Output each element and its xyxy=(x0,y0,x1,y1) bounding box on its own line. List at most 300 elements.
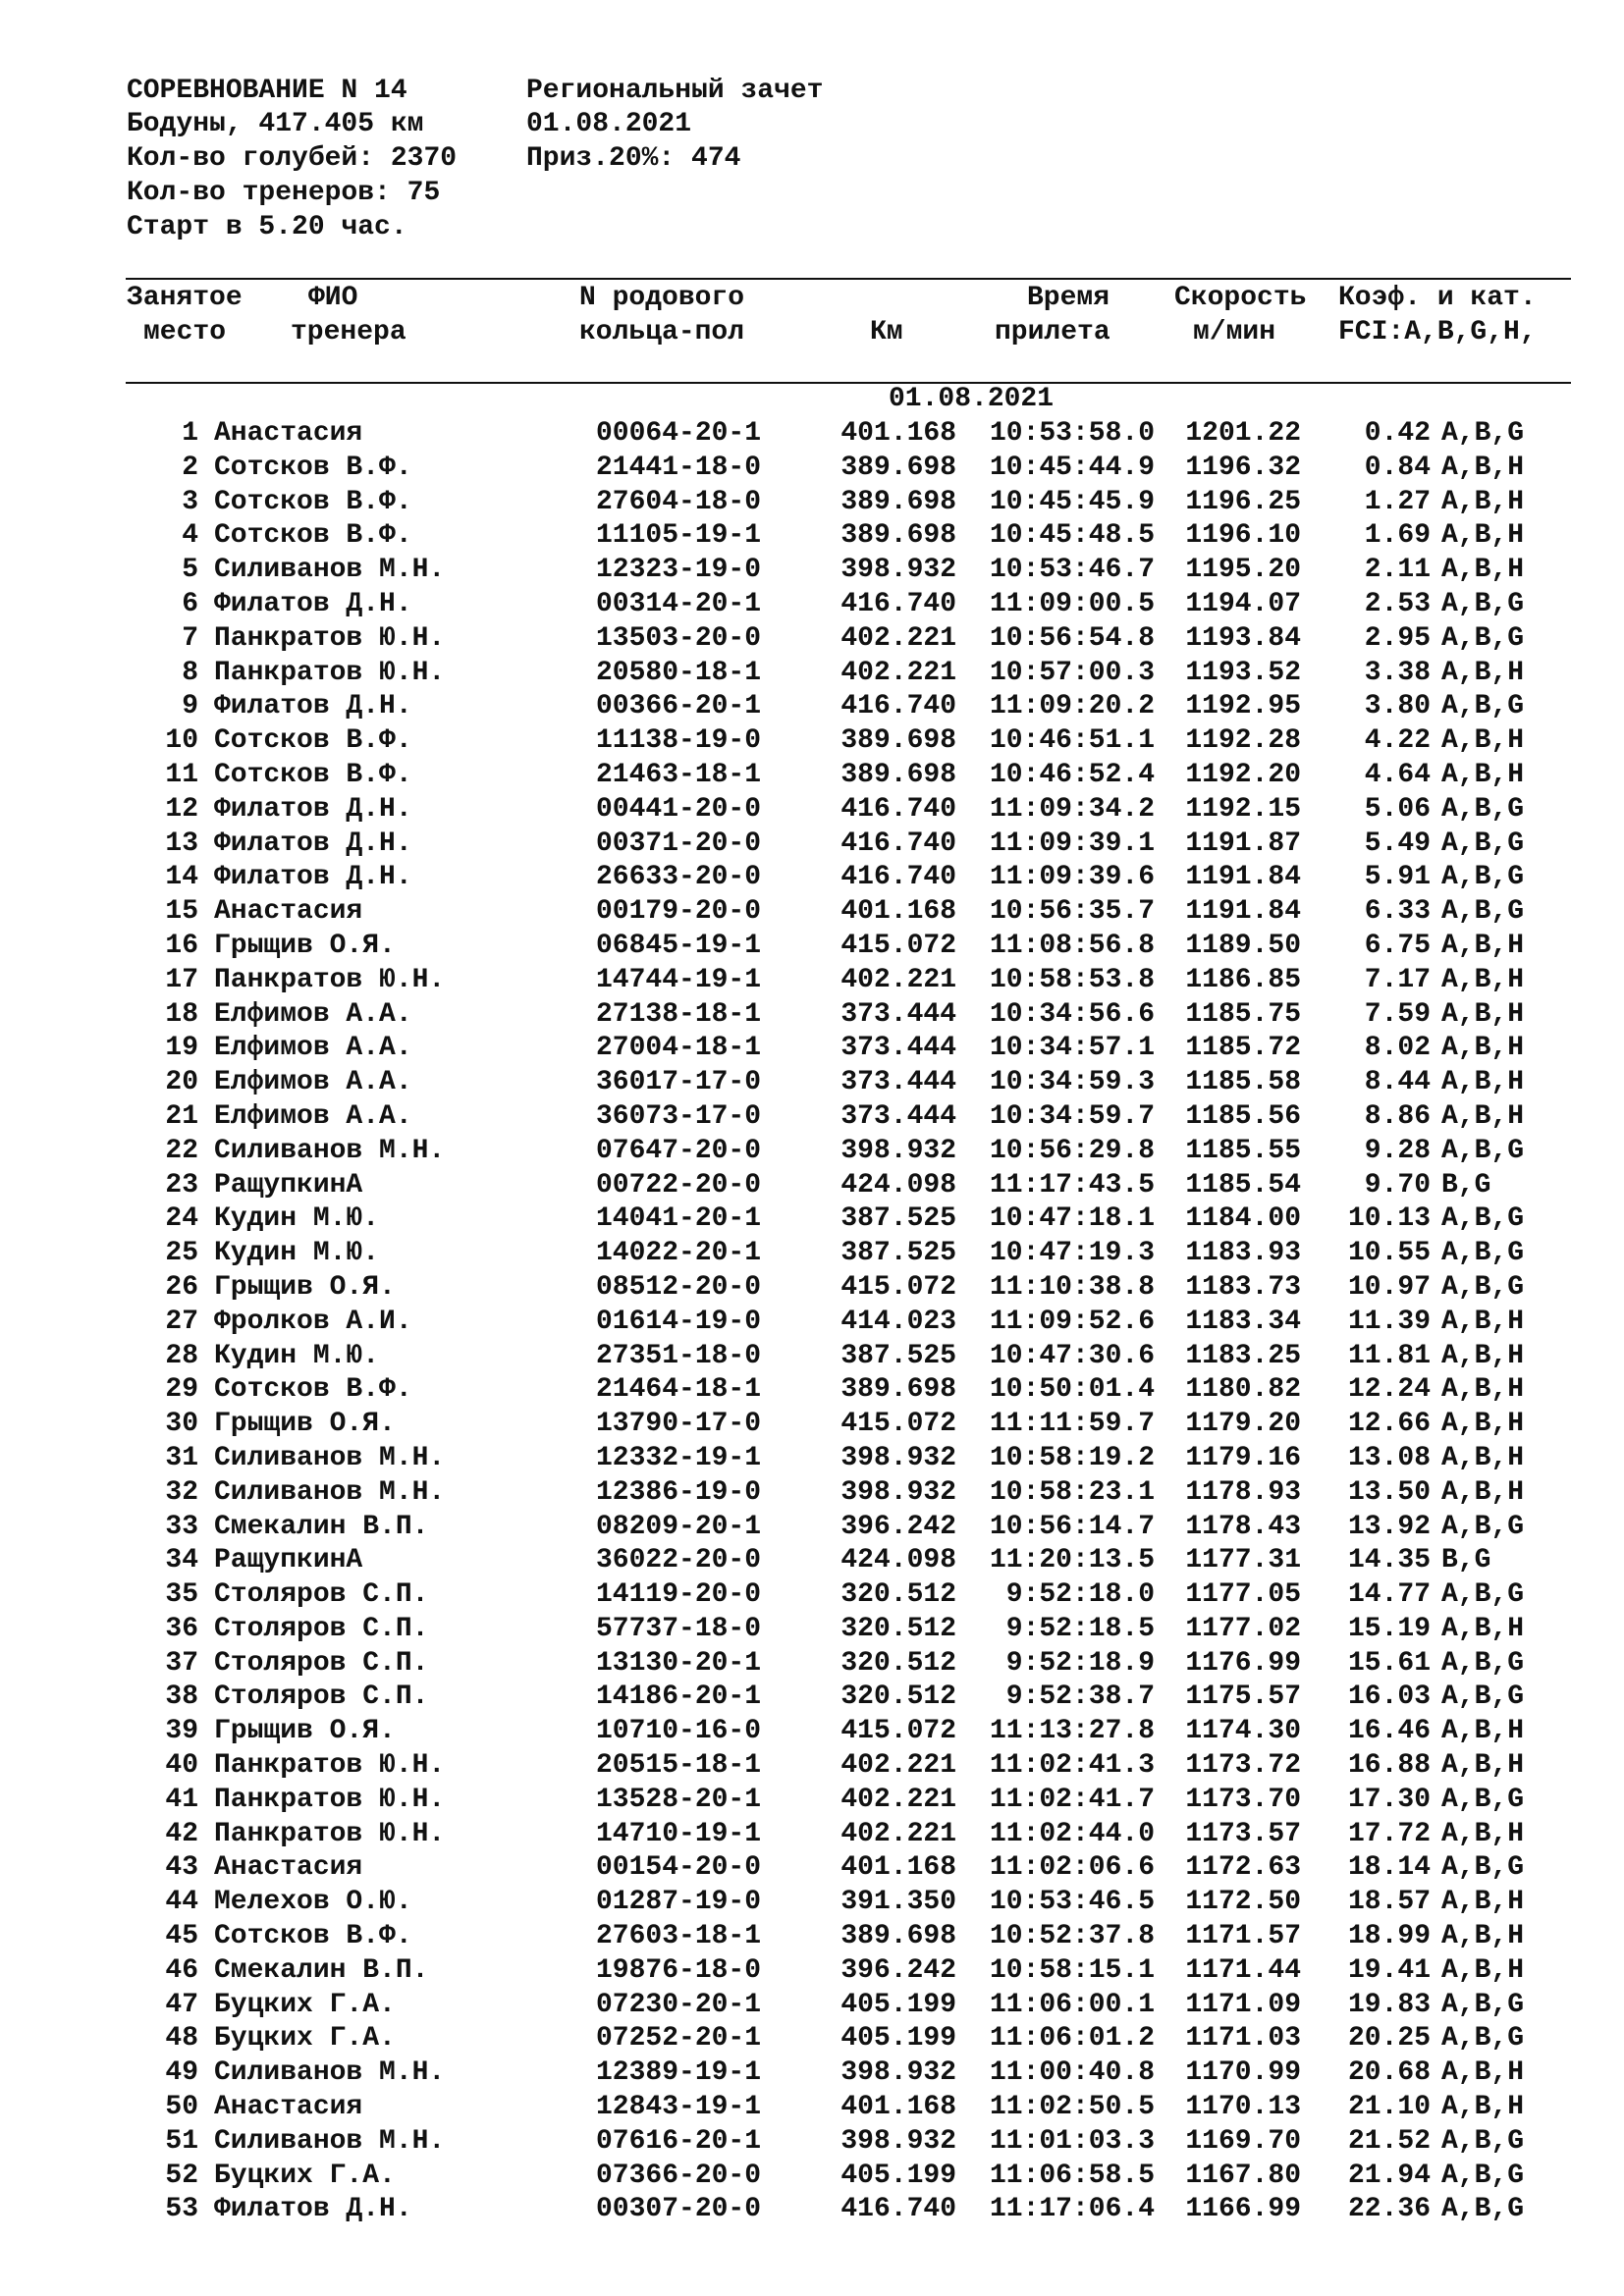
cell-coef: 10.55 xyxy=(1347,1238,1431,1269)
cell-name: Панкратов Ю.Н. xyxy=(214,1750,446,1782)
group-date-row xyxy=(0,383,1624,416)
cell-km: 402.221 xyxy=(840,1818,956,1849)
cell-km: 389.698 xyxy=(840,725,956,757)
cell-cat: A,B,G xyxy=(1441,1647,1525,1679)
cell-ring: 26633-20-0 xyxy=(596,862,762,893)
cell-time: 10:56:54.8 xyxy=(989,622,1155,654)
cell-name: Филатов Д.Н. xyxy=(214,862,412,893)
cell-km: 424.098 xyxy=(840,1169,956,1201)
cell-coef: 11.81 xyxy=(1347,1340,1431,1371)
cell-km: 389.698 xyxy=(840,520,956,552)
cell-cat: A,B,H xyxy=(1441,1921,1525,1952)
col-ring-header-1: N родового xyxy=(579,283,745,313)
table-row xyxy=(0,2022,1624,2056)
cell-speed: 1185.58 xyxy=(1185,1067,1301,1098)
cell-name: Кудин М.Ю. xyxy=(214,1340,380,1371)
cell-name: Столяров С.П. xyxy=(214,1647,429,1679)
cell-ring: 11105-19-1 xyxy=(596,520,762,552)
cell-place: 27 xyxy=(165,1306,198,1337)
table-row xyxy=(0,1886,1624,1920)
cell-cat: A,B,G xyxy=(1441,622,1525,654)
table-row xyxy=(0,1681,1624,1715)
cell-coef: 10.97 xyxy=(1347,1271,1431,1303)
cell-coef: 2.53 xyxy=(1364,588,1431,619)
cell-cat: A,B,H xyxy=(1441,2057,1525,2089)
cell-ring: 21441-18-0 xyxy=(596,452,762,483)
table-row xyxy=(0,964,1624,998)
cell-km: 389.698 xyxy=(840,452,956,483)
cell-place: 18 xyxy=(165,998,198,1030)
cell-km: 373.444 xyxy=(840,998,956,1030)
cell-speed: 1183.34 xyxy=(1185,1306,1301,1337)
cell-name: Кудин М.Ю. xyxy=(214,1203,380,1235)
cell-cat: A,B,H xyxy=(1441,1750,1525,1782)
cell-ring: 36022-20-0 xyxy=(596,1545,762,1576)
cell-ring: 00371-20-0 xyxy=(596,828,762,859)
cell-name: Елфимов А.А. xyxy=(214,998,412,1030)
cell-cat: A,B,H xyxy=(1441,657,1525,688)
cell-coef: 21.52 xyxy=(1347,2125,1431,2157)
col-time-header-2: прилета xyxy=(995,317,1110,347)
cell-speed: 1171.09 xyxy=(1185,1989,1301,2020)
cell-speed: 1183.73 xyxy=(1185,1271,1301,1303)
cell-cat: A,B,G xyxy=(1441,1511,1525,1542)
cell-time: 10:52:37.8 xyxy=(989,1921,1155,1952)
cell-name: Сотсков В.Ф. xyxy=(214,725,412,757)
cell-time: 11:02:06.6 xyxy=(989,1852,1155,1884)
cell-speed: 1169.70 xyxy=(1185,2125,1301,2157)
cell-speed: 1183.25 xyxy=(1185,1340,1301,1371)
cell-cat: A,B,H xyxy=(1441,1887,1525,1918)
cell-ring: 12389-19-1 xyxy=(596,2057,762,2089)
cell-coef: 9.28 xyxy=(1364,1135,1431,1166)
table-row xyxy=(0,1066,1624,1100)
cell-km: 398.932 xyxy=(840,1135,956,1166)
col-name-header-2: тренера xyxy=(291,317,406,347)
cell-ring: 36017-17-0 xyxy=(596,1067,762,1098)
cell-place: 5 xyxy=(182,555,198,586)
cell-coef: 16.46 xyxy=(1347,1716,1431,1747)
cell-coef: 14.77 xyxy=(1347,1579,1431,1611)
cell-time: 10:47:19.3 xyxy=(989,1238,1155,1269)
cell-place: 53 xyxy=(165,2194,198,2225)
cell-speed: 1177.05 xyxy=(1185,1579,1301,1611)
cell-place: 35 xyxy=(165,1579,198,1611)
cell-place: 28 xyxy=(165,1340,198,1371)
start-time: Старт в 5.20 час. xyxy=(127,212,407,242)
cell-cat: A,B,G xyxy=(1441,793,1525,825)
cell-coef: 5.91 xyxy=(1364,862,1431,893)
cell-place: 33 xyxy=(165,1511,198,1542)
cell-ring: 00441-20-0 xyxy=(596,793,762,825)
table-row xyxy=(0,1954,1624,1989)
cell-ring: 01287-19-0 xyxy=(596,1887,762,1918)
cell-coef: 13.08 xyxy=(1347,1442,1431,1473)
table-row xyxy=(0,759,1624,793)
cell-cat: A,B,H xyxy=(1441,964,1525,995)
table-row xyxy=(0,1851,1624,1886)
cell-time: 10:46:51.1 xyxy=(989,725,1155,757)
cell-km: 320.512 xyxy=(840,1579,956,1611)
cell-km: 416.740 xyxy=(840,588,956,619)
cell-speed: 1178.43 xyxy=(1185,1511,1301,1542)
table-row xyxy=(0,2125,1624,2160)
table-row xyxy=(0,657,1624,691)
cell-ring: 07230-20-1 xyxy=(596,1989,762,2020)
cell-name: Сотсков В.Ф. xyxy=(214,1374,412,1406)
cell-time: 11:02:41.7 xyxy=(989,1784,1155,1815)
cell-cat: A,B,G xyxy=(1441,1784,1525,1815)
cell-time: 10:50:01.4 xyxy=(989,1374,1155,1406)
cell-name: Столяров С.П. xyxy=(214,1682,429,1713)
cell-cat: B,G xyxy=(1441,1545,1491,1576)
cell-coef: 2.11 xyxy=(1364,555,1431,586)
cell-name: Елфимов А.А. xyxy=(214,1033,412,1064)
cell-km: 414.023 xyxy=(840,1306,956,1337)
cell-coef: 8.44 xyxy=(1364,1067,1431,1098)
cell-speed: 1175.57 xyxy=(1185,1682,1301,1713)
cell-ring: 14119-20-0 xyxy=(596,1579,762,1611)
cell-km: 401.168 xyxy=(840,2092,956,2123)
cell-coef: 1.69 xyxy=(1364,520,1431,552)
cell-cat: A,B,H xyxy=(1441,725,1525,757)
cell-name: Елфимов А.А. xyxy=(214,1067,412,1098)
table-row xyxy=(0,1032,1624,1066)
cell-name: Анастасия xyxy=(214,2092,363,2123)
cell-place: 32 xyxy=(165,1476,198,1508)
cell-name: Смекалин В.П. xyxy=(214,1511,429,1542)
cell-cat: A,B,G xyxy=(1441,588,1525,619)
cell-cat: A,B,H xyxy=(1441,1374,1525,1406)
competition-date: 01.08.2021 xyxy=(526,109,692,139)
cell-coef: 10.13 xyxy=(1347,1203,1431,1235)
cell-time: 10:47:30.6 xyxy=(989,1340,1155,1371)
cell-km: 405.199 xyxy=(840,1989,956,2020)
cell-name: Фролков А.И. xyxy=(214,1306,412,1337)
cell-place: 43 xyxy=(165,1852,198,1884)
cell-speed: 1171.03 xyxy=(1185,2023,1301,2055)
cell-time: 9:52:38.7 xyxy=(1005,1682,1155,1713)
cell-km: 389.698 xyxy=(840,1921,956,1952)
cell-place: 30 xyxy=(165,1409,198,1440)
table-row xyxy=(0,1202,1624,1237)
cell-km: 401.168 xyxy=(840,418,956,449)
cell-coef: 19.41 xyxy=(1347,1954,1431,1986)
cell-name: Панкратов Ю.Н. xyxy=(214,622,446,654)
cell-place: 41 xyxy=(165,1784,198,1815)
cell-km: 401.168 xyxy=(840,896,956,928)
table-row xyxy=(0,519,1624,554)
table-row xyxy=(0,1920,1624,1954)
cell-speed: 1177.02 xyxy=(1185,1613,1301,1644)
cell-coef: 8.02 xyxy=(1364,1033,1431,1064)
table-row xyxy=(0,1408,1624,1442)
cell-name: Грыщив О.Я. xyxy=(214,1409,396,1440)
cell-ring: 27004-18-1 xyxy=(596,1033,762,1064)
cell-place: 42 xyxy=(165,1818,198,1849)
cell-name: Елфимов А.А. xyxy=(214,1100,412,1132)
cell-km: 387.525 xyxy=(840,1238,956,1269)
cell-name: Сотсков В.Ф. xyxy=(214,520,412,552)
cell-cat: A,B,G xyxy=(1441,1135,1525,1166)
cell-cat: A,B,G xyxy=(1441,1989,1525,2020)
cell-coef: 6.75 xyxy=(1364,930,1431,961)
table-row xyxy=(0,417,1624,452)
cell-ring: 00154-20-0 xyxy=(596,1852,762,1884)
cell-speed: 1195.20 xyxy=(1185,555,1301,586)
competition-title: СОРЕВНОВАНИЕ N 14 xyxy=(127,76,407,106)
cell-cat: A,B,G xyxy=(1441,2023,1525,2055)
cell-ring: 01614-19-0 xyxy=(596,1306,762,1337)
cell-ring: 07366-20-0 xyxy=(596,2160,762,2191)
cell-coef: 5.06 xyxy=(1364,793,1431,825)
cell-name: Анастасия xyxy=(214,1852,363,1884)
group-date: 01.08.2021 xyxy=(889,384,1055,414)
cell-time: 10:34:56.6 xyxy=(989,998,1155,1030)
cell-speed: 1186.85 xyxy=(1185,964,1301,995)
cell-time: 10:53:58.0 xyxy=(989,418,1155,449)
cell-speed: 1174.30 xyxy=(1185,1716,1301,1747)
cell-place: 26 xyxy=(165,1271,198,1303)
cell-ring: 00307-20-0 xyxy=(596,2194,762,2225)
cell-speed: 1193.84 xyxy=(1185,622,1301,654)
cell-ring: 06845-19-1 xyxy=(596,930,762,961)
col-name-header-1: ФИО xyxy=(308,283,358,313)
cell-coef: 18.14 xyxy=(1347,1852,1431,1884)
cell-speed: 1185.54 xyxy=(1185,1169,1301,1201)
cell-place: 8 xyxy=(182,657,198,688)
cell-time: 10:58:19.2 xyxy=(989,1442,1155,1473)
table-row xyxy=(0,2160,1624,2194)
cell-speed: 1171.44 xyxy=(1185,1954,1301,1986)
cell-place: 36 xyxy=(165,1613,198,1644)
cell-km: 405.199 xyxy=(840,2023,956,2055)
cell-km: 415.072 xyxy=(840,930,956,961)
cell-name: Филатов Д.Н. xyxy=(214,2194,412,2225)
table-row xyxy=(0,452,1624,486)
cell-name: Панкратов Ю.Н. xyxy=(214,1784,446,1815)
cell-time: 10:46:52.4 xyxy=(989,759,1155,790)
cell-time: 11:17:43.5 xyxy=(989,1169,1155,1201)
cell-name: Мелехов О.Ю. xyxy=(214,1887,412,1918)
cell-place: 44 xyxy=(165,1887,198,1918)
cell-time: 10:56:14.7 xyxy=(989,1511,1155,1542)
cell-place: 12 xyxy=(165,793,198,825)
cell-speed: 1178.93 xyxy=(1185,1476,1301,1508)
table-row xyxy=(0,622,1624,657)
cell-km: 391.350 xyxy=(840,1887,956,1918)
cell-place: 15 xyxy=(165,896,198,928)
cell-speed: 1185.72 xyxy=(1185,1033,1301,1064)
cell-place: 31 xyxy=(165,1442,198,1473)
cell-time: 11:06:01.2 xyxy=(989,2023,1155,2055)
cell-ring: 21463-18-1 xyxy=(596,759,762,790)
cell-km: 373.444 xyxy=(840,1033,956,1064)
cell-time: 10:53:46.7 xyxy=(989,555,1155,586)
cell-coef: 3.38 xyxy=(1364,657,1431,688)
table-row xyxy=(0,1613,1624,1647)
cell-coef: 14.35 xyxy=(1347,1545,1431,1576)
table-row xyxy=(0,998,1624,1033)
cell-ring: 20580-18-1 xyxy=(596,657,762,688)
cell-time: 11:02:50.5 xyxy=(989,2092,1155,2123)
cell-speed: 1191.87 xyxy=(1185,828,1301,859)
table-row xyxy=(0,1749,1624,1784)
cell-speed: 1179.16 xyxy=(1185,1442,1301,1473)
cell-ring: 13503-20-0 xyxy=(596,622,762,654)
cell-coef: 15.61 xyxy=(1347,1647,1431,1679)
table-row xyxy=(0,1100,1624,1135)
cell-km: 398.932 xyxy=(840,2057,956,2089)
cell-cat: A,B,H xyxy=(1441,1306,1525,1337)
table-row xyxy=(0,895,1624,930)
cell-km: 416.740 xyxy=(840,828,956,859)
cell-place: 1 xyxy=(182,418,198,449)
cell-km: 401.168 xyxy=(840,1852,956,1884)
cell-ring: 19876-18-0 xyxy=(596,1954,762,1986)
table-row xyxy=(0,1271,1624,1306)
cell-name: Силиванов М.Н. xyxy=(214,1135,446,1166)
cell-name: Силиванов М.Н. xyxy=(214,1476,446,1508)
cell-cat: A,B,G xyxy=(1441,1579,1525,1611)
cell-speed: 1196.25 xyxy=(1185,486,1301,517)
pigeon-count: Кол-во голубей: 2370 xyxy=(127,143,458,174)
table-row xyxy=(0,1578,1624,1613)
col-coef-header-1: Коэф. и кат. xyxy=(1338,283,1537,313)
table-top-rule xyxy=(126,278,1571,280)
cell-name: Силиванов М.Н. xyxy=(214,555,446,586)
cell-name: Филатов Д.Н. xyxy=(214,793,412,825)
cell-place: 9 xyxy=(182,691,198,722)
cell-name: Грыщив О.Я. xyxy=(214,1716,396,1747)
cell-ring: 07647-20-0 xyxy=(596,1135,762,1166)
cell-ring: 08209-20-1 xyxy=(596,1511,762,1542)
col-km-header: Км xyxy=(870,317,903,347)
cell-speed: 1191.84 xyxy=(1185,862,1301,893)
cell-place: 20 xyxy=(165,1067,198,1098)
cell-coef: 12.66 xyxy=(1347,1409,1431,1440)
cell-km: 398.932 xyxy=(840,555,956,586)
cell-cat: A,B,H xyxy=(1441,452,1525,483)
cell-name: Сотсков В.Ф. xyxy=(214,452,412,483)
cell-cat: A,B,G xyxy=(1441,1852,1525,1884)
cell-km: 402.221 xyxy=(840,1750,956,1782)
cell-coef: 16.88 xyxy=(1347,1750,1431,1782)
cell-time: 11:01:03.3 xyxy=(989,2125,1155,2157)
cell-place: 22 xyxy=(165,1135,198,1166)
cell-ring: 21464-18-1 xyxy=(596,1374,762,1406)
cell-coef: 20.25 xyxy=(1347,2023,1431,2055)
cell-coef: 20.68 xyxy=(1347,2057,1431,2089)
cell-km: 396.242 xyxy=(840,1511,956,1542)
col-time-header-1: Время xyxy=(1027,283,1110,313)
cell-time: 11:02:44.0 xyxy=(989,1818,1155,1849)
table-row xyxy=(0,1135,1624,1169)
cell-time: 10:34:59.3 xyxy=(989,1067,1155,1098)
cell-place: 13 xyxy=(165,828,198,859)
cell-time: 10:47:18.1 xyxy=(989,1203,1155,1235)
cell-time: 11:06:58.5 xyxy=(989,2160,1155,2191)
table-row xyxy=(0,1476,1624,1511)
cell-place: 2 xyxy=(182,452,198,483)
cell-time: 10:56:35.7 xyxy=(989,896,1155,928)
cell-km: 320.512 xyxy=(840,1613,956,1644)
cell-time: 11:20:13.5 xyxy=(989,1545,1155,1576)
cell-cat: A,B,H xyxy=(1441,1100,1525,1132)
cell-speed: 1180.82 xyxy=(1185,1374,1301,1406)
cell-place: 4 xyxy=(182,520,198,552)
cell-speed: 1193.52 xyxy=(1185,657,1301,688)
cell-place: 48 xyxy=(165,2023,198,2055)
cell-place: 50 xyxy=(165,2092,198,2123)
cell-km: 373.444 xyxy=(840,1067,956,1098)
cell-time: 9:52:18.0 xyxy=(1005,1579,1155,1611)
cell-name: Буцких Г.А. xyxy=(214,2160,396,2191)
cell-km: 416.740 xyxy=(840,862,956,893)
table-row xyxy=(0,486,1624,520)
cell-speed: 1183.93 xyxy=(1185,1238,1301,1269)
cell-km: 387.525 xyxy=(840,1203,956,1235)
cell-km: 320.512 xyxy=(840,1647,956,1679)
cell-time: 11:06:00.1 xyxy=(989,1989,1155,2020)
cell-speed: 1192.20 xyxy=(1185,759,1301,790)
cell-cat: A,B,G xyxy=(1441,2194,1525,2225)
cell-speed: 1179.20 xyxy=(1185,1409,1301,1440)
cell-speed: 1185.75 xyxy=(1185,998,1301,1030)
cell-place: 14 xyxy=(165,862,198,893)
cell-speed: 1191.84 xyxy=(1185,896,1301,928)
cell-km: 373.444 xyxy=(840,1100,956,1132)
cell-name: Панкратов Ю.Н. xyxy=(214,964,446,995)
cell-time: 11:09:20.2 xyxy=(989,691,1155,722)
cell-coef: 7.59 xyxy=(1364,998,1431,1030)
cell-km: 405.199 xyxy=(840,2160,956,2191)
cell-cat: A,B,G xyxy=(1441,1682,1525,1713)
table-row xyxy=(0,828,1624,862)
cell-km: 398.932 xyxy=(840,1476,956,1508)
cell-ring: 12332-19-1 xyxy=(596,1442,762,1473)
cell-speed: 1177.31 xyxy=(1185,1545,1301,1576)
cell-name: Буцких Г.А. xyxy=(214,1989,396,2020)
cell-ring: 27351-18-0 xyxy=(596,1340,762,1371)
cell-time: 10:45:44.9 xyxy=(989,452,1155,483)
cell-time: 11:09:39.1 xyxy=(989,828,1155,859)
cell-km: 416.740 xyxy=(840,793,956,825)
cell-ring: 27138-18-1 xyxy=(596,998,762,1030)
cell-name: Филатов Д.Н. xyxy=(214,691,412,722)
cell-ring: 36073-17-0 xyxy=(596,1100,762,1132)
cell-km: 389.698 xyxy=(840,759,956,790)
cell-place: 37 xyxy=(165,1647,198,1679)
cell-speed: 1185.55 xyxy=(1185,1135,1301,1166)
table-row xyxy=(0,1306,1624,1340)
cell-ring: 00366-20-1 xyxy=(596,691,762,722)
cell-place: 34 xyxy=(165,1545,198,1576)
cell-name: Филатов Д.Н. xyxy=(214,588,412,619)
cell-coef: 8.86 xyxy=(1364,1100,1431,1132)
cell-time: 10:57:00.3 xyxy=(989,657,1155,688)
cell-km: 416.740 xyxy=(840,2194,956,2225)
cell-ring: 13790-17-0 xyxy=(596,1409,762,1440)
cell-time: 9:52:18.9 xyxy=(1005,1647,1155,1679)
cell-name: Сотсков В.Ф. xyxy=(214,759,412,790)
cell-time: 11:09:00.5 xyxy=(989,588,1155,619)
cell-cat: A,B,G xyxy=(1441,896,1525,928)
cell-coef: 21.94 xyxy=(1347,2160,1431,2191)
cell-cat: A,B,H xyxy=(1441,1442,1525,1473)
cell-name: Анастасия xyxy=(214,896,363,928)
cell-place: 19 xyxy=(165,1033,198,1064)
